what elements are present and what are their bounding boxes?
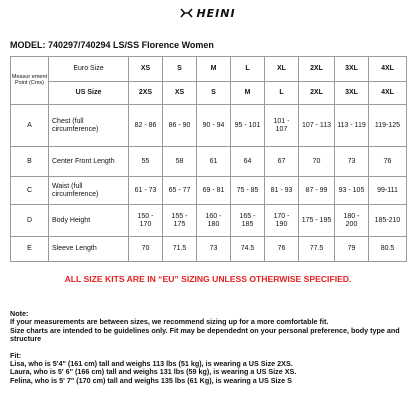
fit-line: Lisa, who is 5'4" (161 cm) tall and weighs 113 lbs (51 kg), is wearing a US Size 2XS. bbox=[10, 359, 293, 369]
us-size: M bbox=[231, 82, 265, 105]
table-row bbox=[11, 105, 407, 147]
point-letter: A bbox=[11, 105, 49, 147]
table-cell: 107 - 113 bbox=[299, 105, 335, 147]
table-cell: 65 - 77 bbox=[163, 177, 197, 205]
table-cell: 170 - 190 bbox=[265, 205, 299, 237]
euro-size: XS bbox=[129, 57, 163, 82]
point-letter: B bbox=[11, 147, 49, 177]
table-cell: 75 - 85 bbox=[231, 177, 265, 205]
table-cell: 76 bbox=[265, 237, 299, 262]
table-cell: 80.5 bbox=[369, 237, 407, 262]
table-cell: 155 - 175 bbox=[163, 205, 197, 237]
measurement-point-header: Measur ement Point (Cms) bbox=[11, 57, 49, 105]
us-size: 4XL bbox=[369, 82, 407, 105]
model-title: MODEL: 740297/740294 LS/SS Florence Women bbox=[10, 40, 214, 50]
notes-line: If your measurements are between sizes, we recommend sizing up for a more comfortable fit. bbox=[10, 317, 329, 327]
table-cell: 61 bbox=[197, 147, 231, 177]
euro-size: L bbox=[231, 57, 265, 82]
eu-sizing-notice: ALL SIZE KITS ARE IN “EU” SIZING UNLESS OTHERWISE SPECIFIED. bbox=[64, 274, 352, 284]
measurement-name: Center Front Length bbox=[49, 147, 129, 177]
table-cell: 86 - 90 bbox=[163, 105, 197, 147]
euro-size-label: Euro Size bbox=[49, 57, 129, 82]
fit-heading: Fit: bbox=[10, 350, 22, 360]
fit-line: Laura, who is 5' 6" (166 cm) tall and weighs 131 lbs (59 kg), is wearing a US Size XS. bbox=[10, 367, 297, 377]
notes-section bbox=[10, 310, 410, 385]
table-cell: 99-111 bbox=[369, 177, 407, 205]
heini-logo-icon bbox=[180, 8, 193, 18]
us-size-label: US Size bbox=[49, 82, 129, 105]
table-cell: 113 - 119 bbox=[335, 105, 369, 147]
table-cell: 160 - 180 bbox=[197, 205, 231, 237]
table-cell: 185-210 bbox=[369, 205, 407, 237]
table-cell: 90 - 94 bbox=[197, 105, 231, 147]
table-cell: 58 bbox=[163, 147, 197, 177]
table-cell: 70 bbox=[299, 147, 335, 177]
table-cell: 119-125 bbox=[369, 105, 407, 147]
table-cell: 165 - 185 bbox=[231, 205, 265, 237]
us-size: L bbox=[265, 82, 299, 105]
us-size: S bbox=[197, 82, 231, 105]
euro-size: 4XL bbox=[369, 57, 407, 82]
table-cell: 150 - 170 bbox=[129, 205, 163, 237]
us-size: 3XL bbox=[335, 82, 369, 105]
size-chart-table bbox=[10, 56, 407, 262]
us-size: XS bbox=[163, 82, 197, 105]
point-letter: D bbox=[11, 205, 49, 237]
table-cell: 175 - 195 bbox=[299, 205, 335, 237]
table-cell: 81 - 93 bbox=[265, 177, 299, 205]
point-letter: E bbox=[11, 237, 49, 262]
brand-name: HEINI bbox=[196, 6, 236, 20]
table-cell: 180 - 200 bbox=[335, 205, 369, 237]
notes-heading: Note: bbox=[10, 309, 29, 318]
table-cell: 70 bbox=[129, 237, 163, 262]
table-cell: 87 - 99 bbox=[299, 177, 335, 205]
table-cell: 79 bbox=[335, 237, 369, 262]
table-cell: 101 - 107 bbox=[265, 105, 299, 147]
table-row bbox=[11, 237, 407, 262]
measurement-name: Waist (full circumference) bbox=[49, 177, 129, 205]
table-cell: 95 - 101 bbox=[231, 105, 265, 147]
euro-size: 3XL bbox=[335, 57, 369, 82]
table-cell: 69 - 81 bbox=[197, 177, 231, 205]
notes-line: Size charts are intended to be guidelines only. Fit may be dependednt on your personal preference, body type and structure bbox=[10, 325, 400, 344]
measurement-name: Body Height bbox=[49, 205, 129, 237]
measurement-name: Sleeve Length bbox=[49, 237, 129, 262]
table-cell: 55 bbox=[129, 147, 163, 177]
euro-size: M bbox=[197, 57, 231, 82]
us-size: 2XS bbox=[129, 82, 163, 105]
table-cell: 73 bbox=[335, 147, 369, 177]
table-row bbox=[11, 147, 407, 177]
table-row bbox=[11, 205, 407, 237]
table-cell: 67 bbox=[265, 147, 299, 177]
euro-size: XL bbox=[265, 57, 299, 82]
fit-line: Felina, who is 5' 7" (170 cm) tall and weighs 135 lbs (61 Kg), is wearing a US Size S bbox=[10, 375, 292, 385]
brand-logo bbox=[0, 6, 416, 20]
table-cell: 71.5 bbox=[163, 237, 197, 262]
table-cell: 76 bbox=[369, 147, 407, 177]
table-cell: 74.5 bbox=[231, 237, 265, 262]
euro-size: S bbox=[163, 57, 197, 82]
point-letter: C bbox=[11, 177, 49, 205]
table-row bbox=[11, 177, 407, 205]
table-cell: 64 bbox=[231, 147, 265, 177]
us-size: 2XL bbox=[299, 82, 335, 105]
table-cell: 61 - 73 bbox=[129, 177, 163, 205]
table-cell: 73 bbox=[197, 237, 231, 262]
table-cell: 93 - 105 bbox=[335, 177, 369, 205]
table-cell: 77.5 bbox=[299, 237, 335, 262]
table-cell: 82 - 86 bbox=[129, 105, 163, 147]
euro-size: 2XL bbox=[299, 57, 335, 82]
measurement-name: Chest (full circumference) bbox=[49, 105, 129, 147]
